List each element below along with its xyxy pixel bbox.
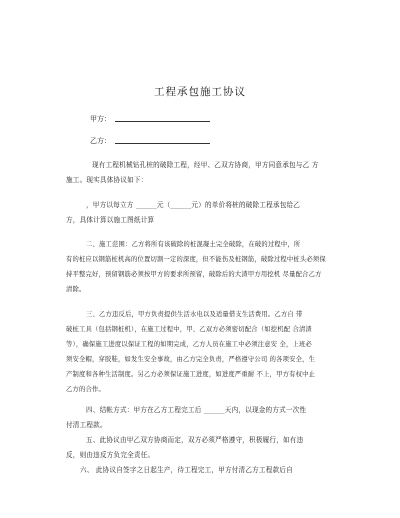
text-line: 等），确保施工进度以保证工程的如期完成，乙方人员在施工中必须注意安 全，上班必 [66,341,312,348]
party-a-label: 甲方： [90,115,111,123]
text-line: 施工。现实具体协议如下： [66,176,148,184]
party-b-label: 乙方： [90,137,111,145]
text-line: 乙方的合作。 [66,386,105,393]
text-line: 产制度和各种生活制度。另乙方必须保证施工进度，如进度严重耐 不上，甲方有权中止 [66,371,316,378]
text-line: 持平整完好，预留钢筋必须按甲方的要求所预留，破除后的大渣甲方用挖机 尽量配合乙方 [66,271,322,278]
text-line: 反，则由违反方负完全责任。 [66,451,155,459]
text-line: 清除。 [66,286,86,293]
party-a-row [90,114,210,124]
text-line: 有的桩应以钢筋桩机高的位置切割一定的深度，但不能伤及桩钢筋，破除过程中桩头必须保 [66,256,326,263]
party-a-signature-line [115,121,210,122]
intro-paragraph [66,158,319,188]
text-line: 须安全帽，穿胶鞋，如发生安全事故，由乙方完全负责，严格遵守公司 的各项安全，生 [66,356,316,363]
text-line: 五、此协议由甲乙双方协商而定，双方必须严格遵守，积极履行，如有违 [86,436,304,444]
clause-6 [66,463,293,478]
clause-4 [66,403,306,433]
document-title: 工程承包施工协议 [154,86,246,98]
clause-2 [66,237,326,297]
clause-5 [66,433,303,463]
party-b-signature-line [115,143,210,144]
clause-3 [66,307,315,397]
text-line: 破桩工具（包括钢桩机），在施工过程中，甲、乙双方必须密切配合（如挖机配 合清渣 [66,326,312,333]
clause-1 [66,198,300,228]
text-line: 付清工程款。 [66,421,107,429]
text-line: 方，具体计算以施工图纸计算 [66,216,155,224]
text-line: 二、施工范围：乙方将所有该破除的桩混凝土完全破除，在破的过程中，所 [86,241,301,248]
party-b-row [90,136,210,146]
text-line: 现有工程机械钻孔桩的破除工程，经甲、乙双方协商，甲方同意承包与乙 方 [92,161,319,169]
text-line: ，甲方以每立方 ______元（______元）的单价将桩的破除工程承包给乙 [86,201,301,209]
text-line: 三、乙方违反后，甲方负责提供生活水电以及适量借支生活费用。乙方自 带 [86,311,303,318]
text-line: 六、 此协议自签字之日起生产，待工程完工，甲方付清乙方工程款后自 [80,466,293,474]
text-line: 四、结帐方式：甲方在乙方工程完工后 ______天内，以现金的方式一次性 [86,406,307,414]
